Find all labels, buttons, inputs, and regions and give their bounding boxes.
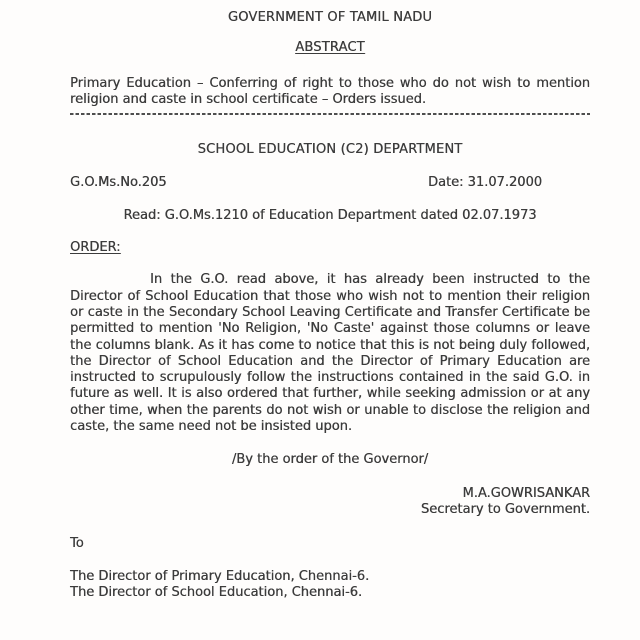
department-heading: SCHOOL EDUCATION (C2) DEPARTMENT [197, 142, 463, 158]
order-date: Date: 31.07.2000 [427, 175, 542, 191]
abstract-heading: ABSTRACT [295, 40, 365, 56]
addressee-line: The Director of Primary Education, Chennai-6. [70, 568, 370, 584]
signatory-name: M.A.GOWRISANKAR [462, 485, 590, 501]
signatory-title: Secretary to Government. [420, 501, 590, 517]
go-number: G.O.Ms.No.205 [70, 175, 167, 191]
addressee-label: To [70, 536, 84, 552]
by-order-line: /By the order of the Governor/ [231, 452, 429, 468]
order-heading: ORDER: [70, 240, 121, 256]
abstract-text: Primary Education – Conferring of right to those who do not wish to mention religion and caste in school certificate – Orders issued. [70, 75, 590, 107]
addressee-list [70, 569, 590, 602]
signature-block [70, 486, 590, 519]
order-meta-row [70, 175, 590, 191]
read-reference-line: Read: G.O.Ms.1210 of Education Department dated 02.07.1973 [123, 207, 537, 223]
dashed-divider [70, 113, 590, 115]
order-paragraph: In the G.O. read above, it has already been instructed to the Director of School Education that those who wish not to mention their religion or caste in the Secondary School Leaving Certificate and Transfer Certificate be permitted to mention 'No Religion, 'No Caste' against those columns or leave the columns blank. As it has come to notice that this is not being duly followed, the Director of School Education and the Director of Primary Education are instructed to scrupulously follow the instructions contained in the said G.O. in future as well. It is also ordered that further, while seeking admission or at any other time, when the parents do not wish or unable to disclose the religion and caste, the same need not be insisted upon. [70, 272, 590, 435]
government-title: GOVERNMENT OF TAMIL NADU [227, 10, 433, 25]
addressee-line: The Director of School Education, Chennai-6. [70, 584, 363, 600]
